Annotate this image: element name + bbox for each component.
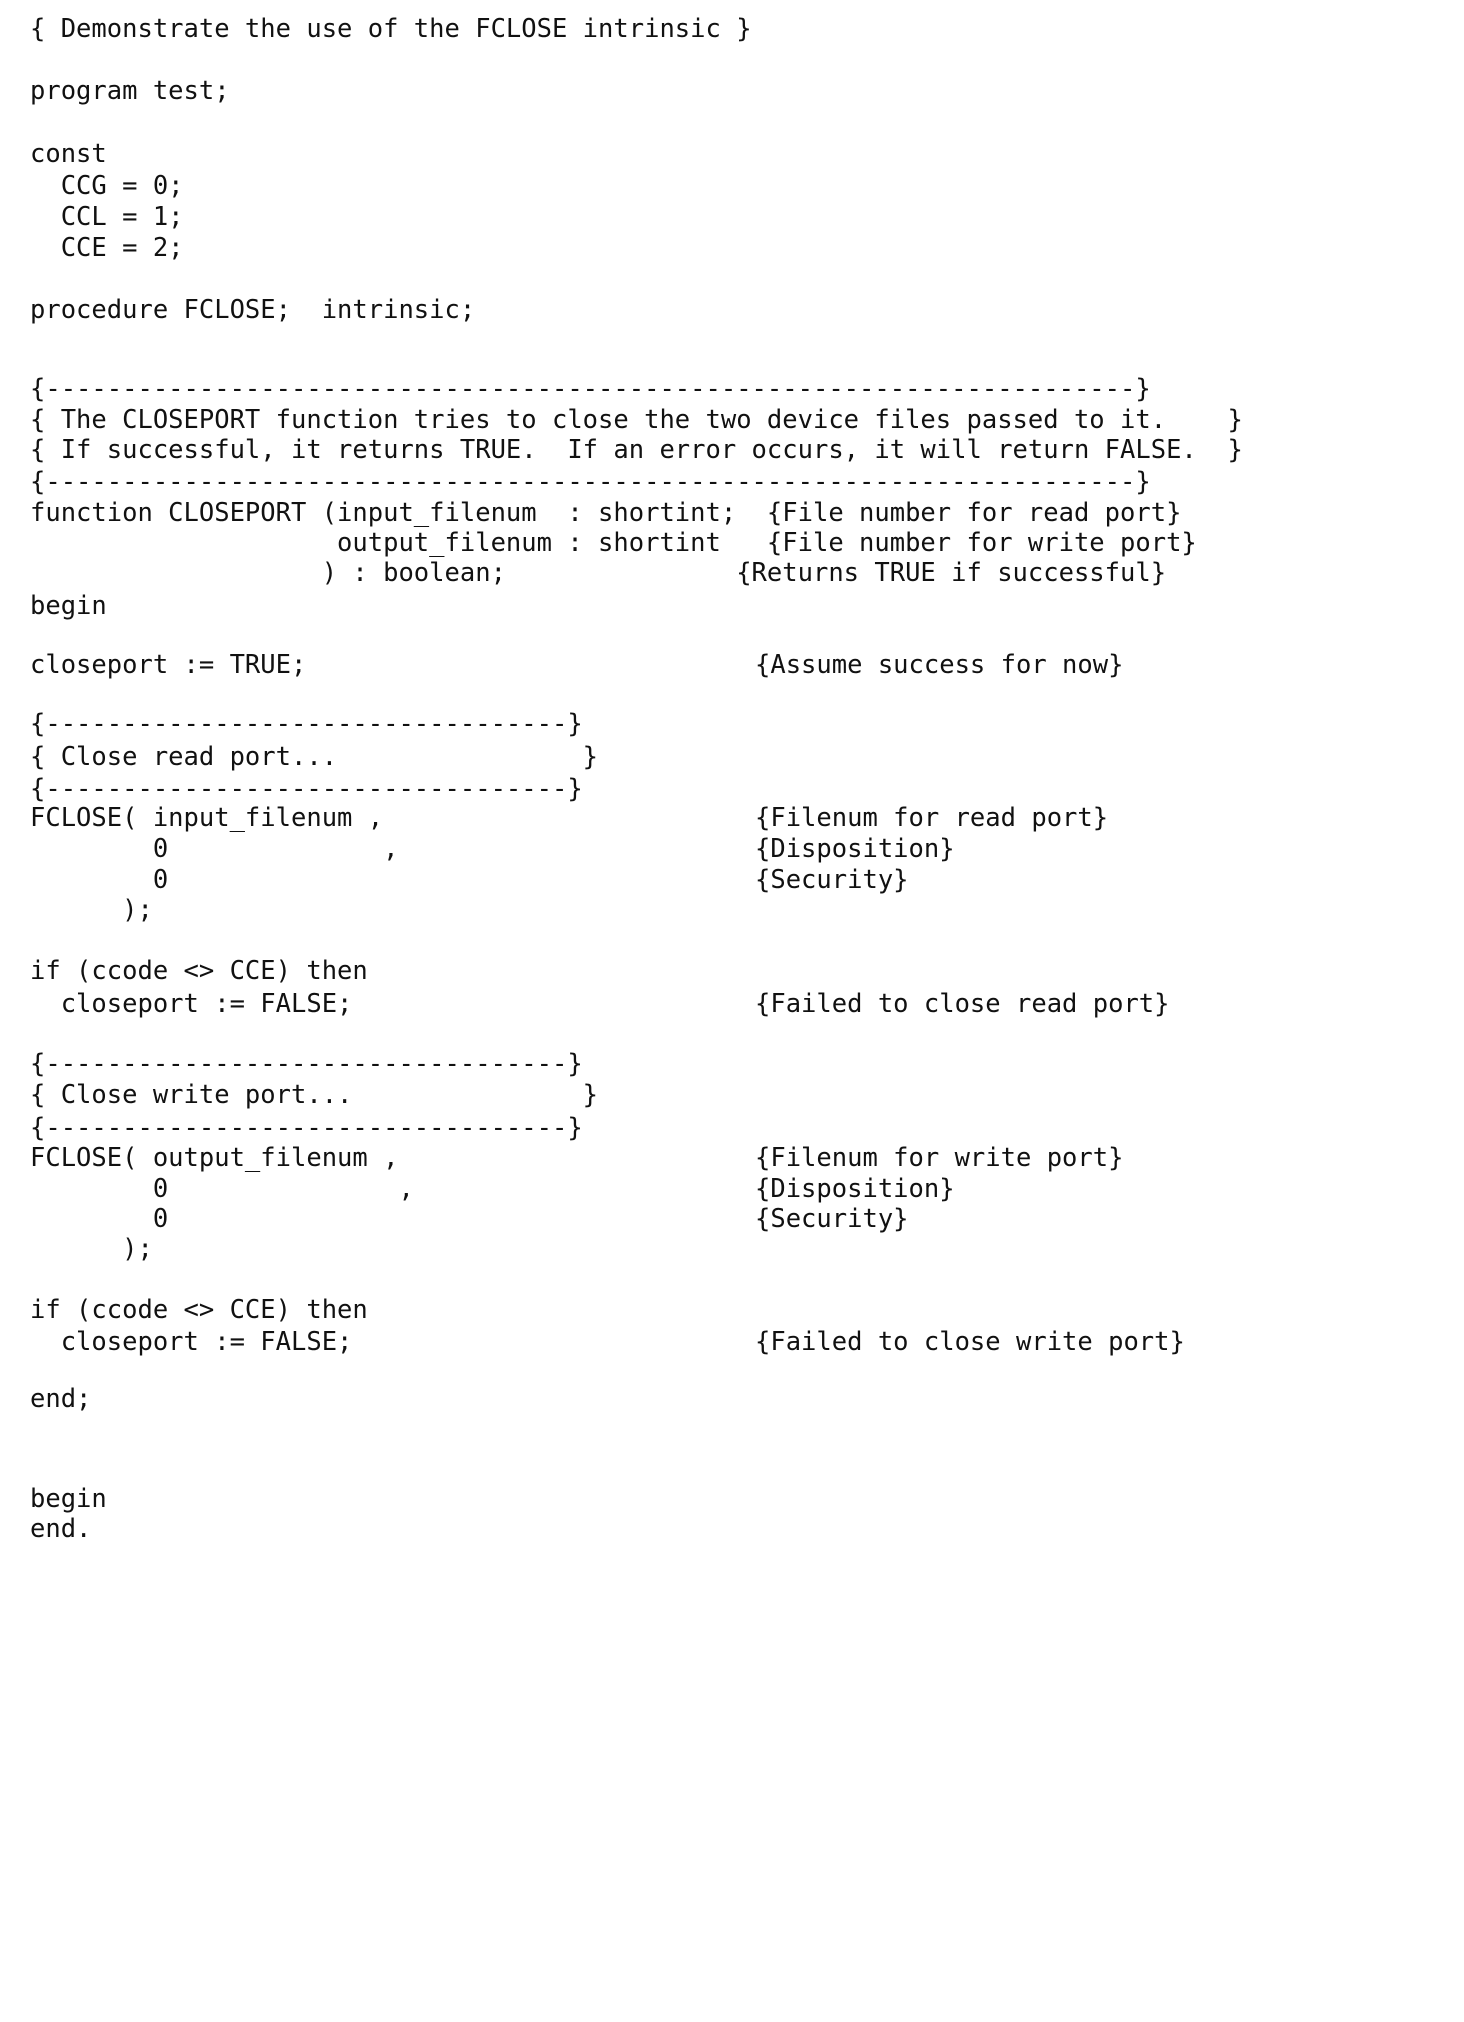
code-text: begin [30,591,107,621]
code-text: CCG = 0; [30,171,184,201]
code-text: { The CLOSEPORT function tries to close the two device files passed to it. } [30,405,1243,435]
code-text: 0 [30,1204,169,1234]
code-comment: {Security} [755,865,909,895]
code-text: procedure FCLOSE; intrinsic; [30,295,476,325]
code-comment: {Disposition} [755,834,955,864]
code-comment: {Assume success for now} [755,650,1124,680]
code-text: FCLOSE( input_filenum , [30,803,384,833]
code-text: const [30,139,107,169]
code-text: if (ccode <> CCE) then [30,1295,368,1325]
code-text: ); [30,895,153,925]
code-text: program test; [30,76,230,106]
code-text: output_filenum : shortint {File number for write port} [30,528,1197,558]
code-text: ); [30,1234,153,1264]
code-text: 0 [30,865,169,895]
code-text: { If successful, it returns TRUE. If an error occurs, it will return FALSE. } [30,435,1243,465]
code-text: {-----------------------------------------------------------------------} [30,374,1151,404]
code-comment: {Disposition} [755,1174,955,1204]
code-text: begin [30,1484,107,1514]
code-text: CCL = 1; [30,202,184,232]
code-text: closeport := FALSE; [30,989,353,1019]
code-text: {----------------------------------} [30,774,583,804]
code-text: { Close write port... } [30,1080,599,1110]
code-comment: {Filenum for read port} [755,803,1109,833]
code-text: ) : boolean; {Returns TRUE if successful} [30,558,1167,588]
code-text: 0 , [30,834,399,864]
code-comment: {Failed to close write port} [755,1327,1185,1357]
code-text: end; [30,1384,92,1414]
code-comment: {Security} [755,1204,909,1234]
code-text: { Demonstrate the use of the FCLOSE intrinsic } [30,14,752,44]
code-text: closeport := TRUE; [30,650,307,680]
code-text: 0 , [30,1174,414,1204]
code-text: {----------------------------------} [30,1049,583,1079]
code-text: {-----------------------------------------------------------------------} [30,467,1151,497]
code-text: {----------------------------------} [30,709,583,739]
code-text: { Close read port... } [30,742,599,772]
code-comment: {Failed to close read port} [755,989,1170,1019]
code-text: {----------------------------------} [30,1113,583,1143]
code-text: FCLOSE( output_filenum , [30,1143,399,1173]
code-text: if (ccode <> CCE) then [30,956,368,986]
code-text: closeport := FALSE; [30,1327,353,1357]
code-text: end. [30,1514,92,1544]
code-text: CCE = 2; [30,233,184,263]
code-text: function CLOSEPORT (input_filenum : shortint; {File number for read port} [30,498,1182,528]
code-comment: {Filenum for write port} [755,1143,1124,1173]
